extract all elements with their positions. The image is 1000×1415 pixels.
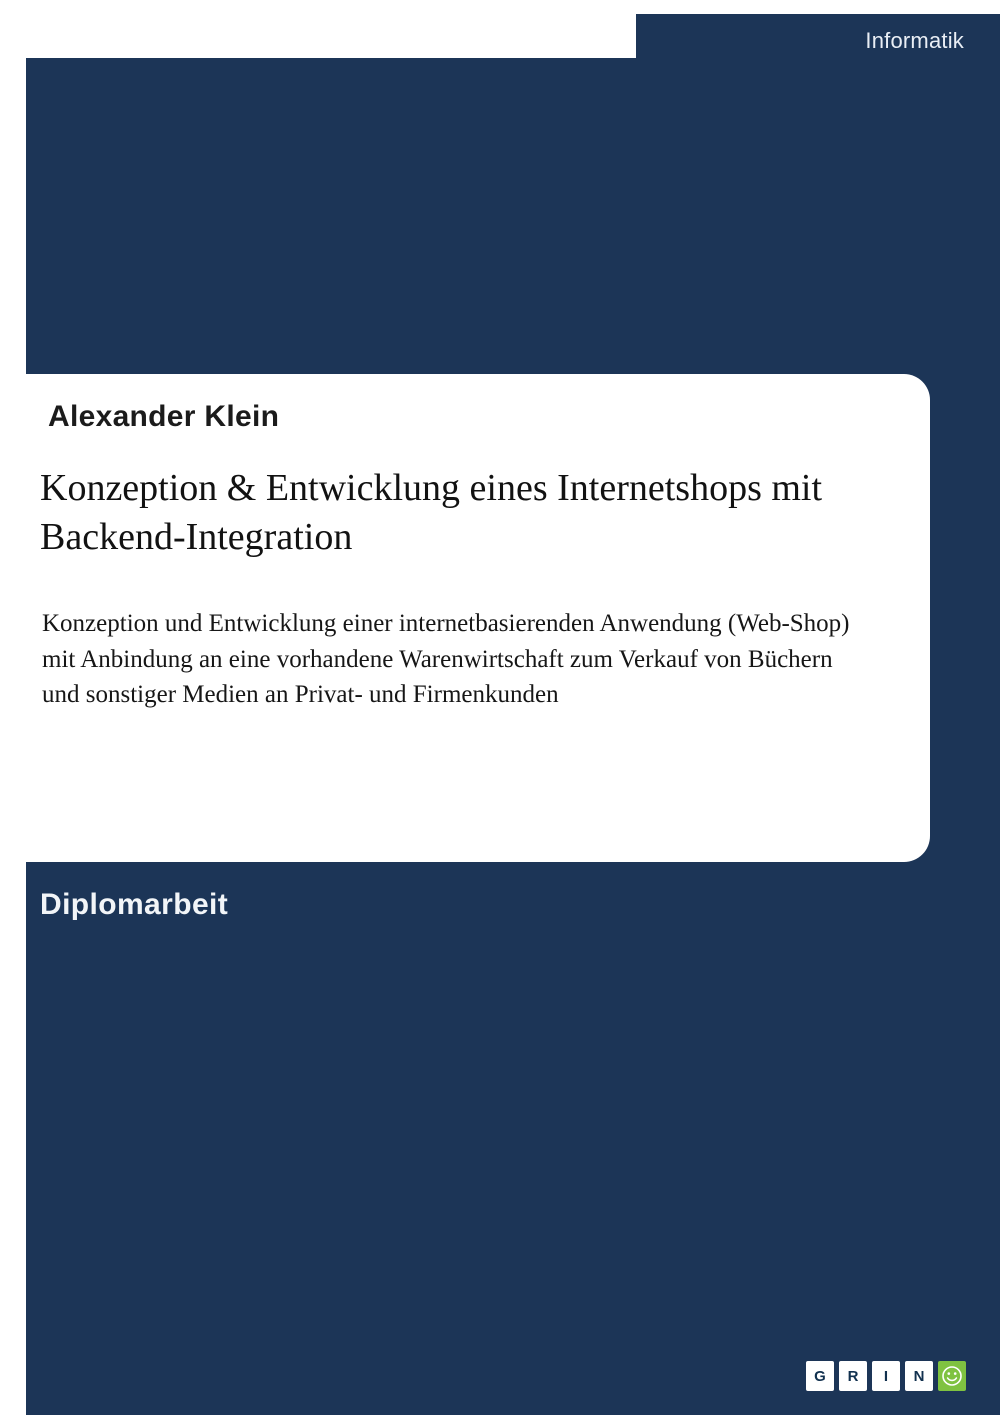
document-type-label: Diplomarbeit xyxy=(40,888,229,921)
title-card xyxy=(0,374,930,862)
top-left-notch xyxy=(26,14,636,58)
logo-letter-i: I xyxy=(872,1361,900,1391)
page-title: Konzeption & Entwicklung eines Internetshops mit Backend-Integration xyxy=(40,467,823,558)
logo-letter-n: N xyxy=(905,1361,933,1391)
logo-letter-r: R xyxy=(839,1361,867,1391)
author-name: Alexander Klein xyxy=(48,400,280,433)
subtitle-text: Konzeption und Entwicklung einer internetbasierenden Anwendung (Web-Shop) mit Anbindung an eine vorhandene Warenwirtschaft zum Verkauf von Büchern und sonstiger Medien an Privat- und Firmenkunden xyxy=(42,610,850,708)
publisher-logo xyxy=(806,1361,966,1391)
logo-letter-g: G xyxy=(806,1361,834,1391)
smiley-icon xyxy=(938,1361,966,1391)
subject-category-label: Informatik xyxy=(865,28,964,53)
